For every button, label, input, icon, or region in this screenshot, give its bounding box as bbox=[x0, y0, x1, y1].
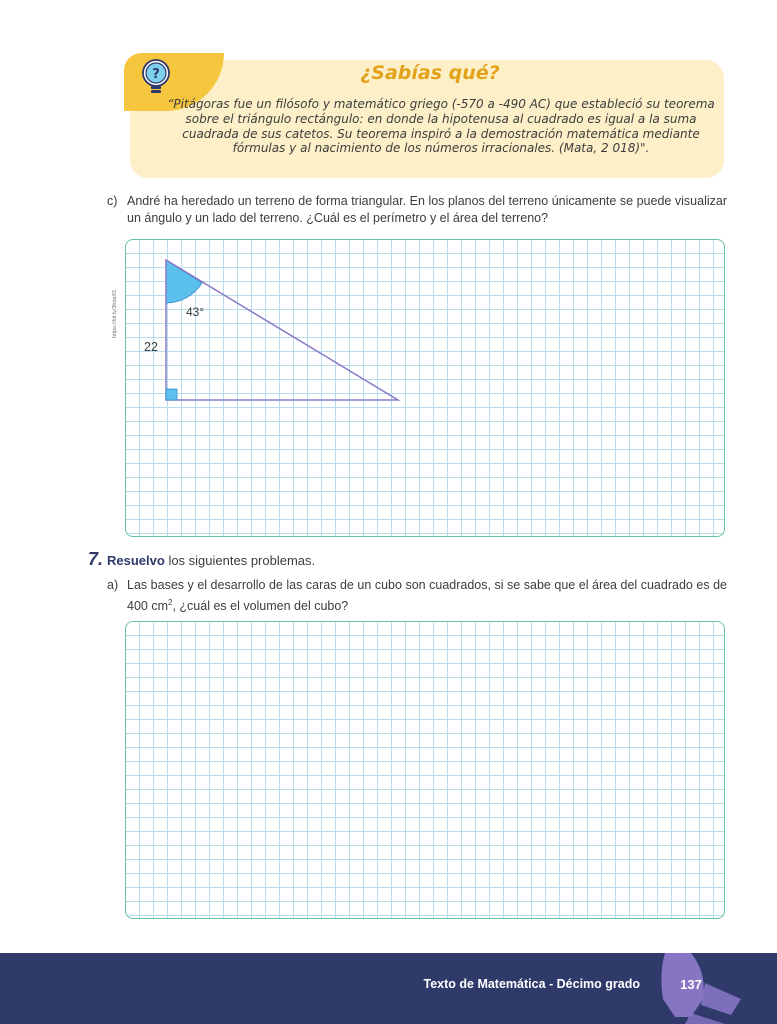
page-number: 137 bbox=[680, 977, 702, 992]
side-label: 22 bbox=[144, 340, 158, 354]
question-a-text bbox=[127, 577, 727, 615]
question-a-text-part1: Las bases y el desarrollo de las caras de un cubo son cuadrados, si se sabe que el área del cuadrado es de 400 cm bbox=[127, 578, 727, 614]
did-you-know-text: “Pitágoras fue un filósofo y matemático griego (-570 a -490 AC) que estableció su teorema sobre el triángulo rectángulo: en donde la hipotenusa al cuadrado es igual a la suma cuadrada de sus catetos. Su teorema inspiró a la demostración matemática mediante fórmulas y al nacimiento de los números irracionales. (Mata, 2 018)". bbox=[167, 97, 715, 156]
problem-7-heading bbox=[88, 549, 315, 570]
rocket-icon bbox=[645, 953, 777, 1024]
question-c-letter: c) bbox=[107, 194, 118, 208]
question-a-text-part2: , ¿cuál es el volumen del cubo? bbox=[172, 599, 349, 614]
did-you-know-title: ¿Sabías qué? bbox=[360, 62, 500, 84]
question-a-letter: a) bbox=[107, 578, 119, 592]
angle-wedge bbox=[166, 260, 202, 303]
question-a bbox=[107, 577, 727, 615]
question-a-superscript: 2 bbox=[168, 598, 173, 607]
problem-7-instruction: los siguientes problemas. bbox=[164, 553, 316, 568]
footer-book-title: Texto de Matemática - Décimo grado bbox=[423, 977, 640, 991]
figure-url-mark: https://bit.ly/3hdaX5 bbox=[112, 289, 118, 338]
page-footer bbox=[0, 953, 777, 1024]
right-angle-marker bbox=[166, 389, 177, 400]
problem-7-number: 7. bbox=[88, 549, 104, 569]
answer-grid-a[interactable] bbox=[125, 621, 725, 919]
right-triangle bbox=[166, 260, 398, 400]
angle-label: 43° bbox=[186, 305, 205, 319]
question-c-text: André ha heredado un terreno de forma triangular. En los planos del terreno únicamente se puede visualizar un ángulo y un lado del terreno. ¿Cuál es el perímetro y el área del terreno? bbox=[127, 194, 727, 225]
svg-text:?: ? bbox=[152, 67, 160, 82]
problem-7-keyword: Resuelvo bbox=[107, 553, 165, 568]
